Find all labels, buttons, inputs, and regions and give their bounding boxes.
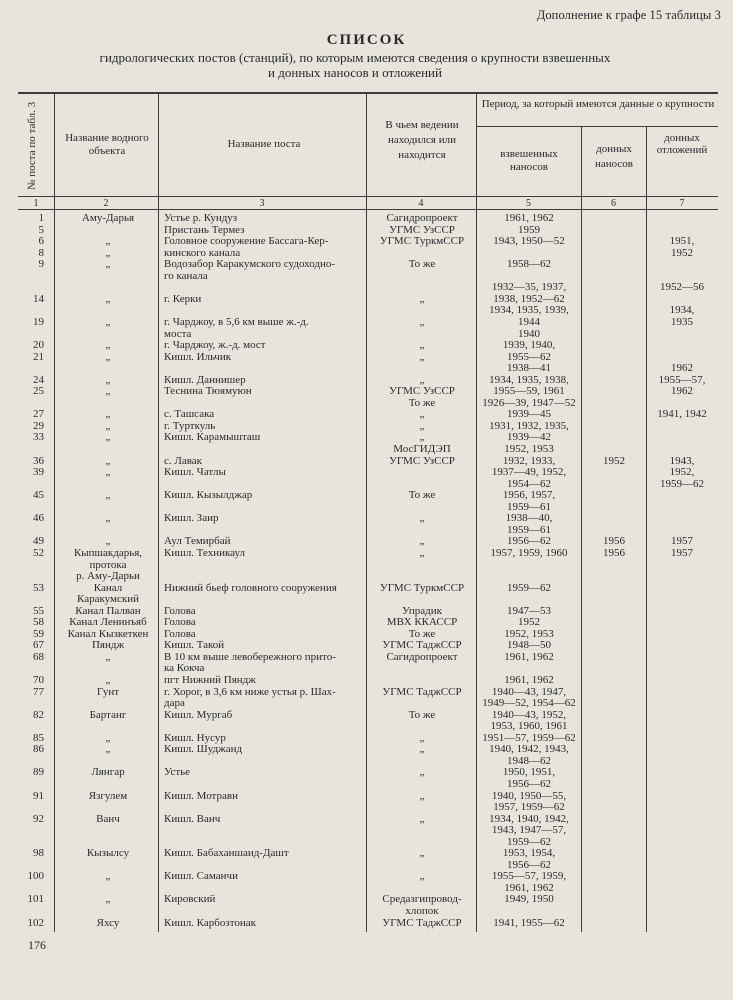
cell-station-number: 14 xyxy=(33,292,44,305)
cell-water-object: „ xyxy=(105,373,111,386)
cell-station-number: 8 xyxy=(38,246,44,259)
cell-authority: УГМС УзССР xyxy=(389,223,455,236)
period-subheader-rule xyxy=(476,126,718,127)
cell-suspended-period: 1952, 1953 xyxy=(504,443,554,455)
cell-suspended-period: 1944 xyxy=(518,315,540,328)
cell-station-name: Кишл. Ильчик xyxy=(164,350,232,363)
cell-station-name: г. Турткуль xyxy=(164,419,216,432)
cell-suspended-period: 1950, 1951, xyxy=(502,766,556,779)
column-divider xyxy=(158,92,159,932)
cell-station-name: г. Чарджоу, ж.-д. мост xyxy=(164,339,266,352)
cell-station-number: 59 xyxy=(33,627,44,640)
cell-station-name: Водозабор Каракумского судоходно- xyxy=(164,258,336,271)
cell-water-object: „ xyxy=(105,419,111,432)
column-number: 4 xyxy=(418,198,424,209)
cell-authority: „ xyxy=(419,350,425,363)
cell-water-object: Кызылсу xyxy=(86,847,130,860)
cell-suspended-period: 1947—53 xyxy=(507,604,551,617)
cell-bed-deposit-period: 1952—56 xyxy=(660,281,704,294)
cell-station-name: Кишл. Бабаханшаид-Дашт xyxy=(164,847,289,860)
cell-authority: То же xyxy=(408,708,436,721)
cell-authority: „ xyxy=(419,812,425,825)
cell-station-number: 46 xyxy=(33,512,44,525)
cell-station-name: Кишл. Такой xyxy=(164,639,225,652)
cell-water-object: Канал Кызкеткен xyxy=(67,627,149,640)
cell-suspended-period: 1940, 1950—55, xyxy=(491,789,567,802)
cell-station-name: Кишл. Мургаб xyxy=(164,708,233,721)
cell-suspended-period: 1957, 1959, 1960 xyxy=(490,546,568,559)
cell-authority: То же xyxy=(408,489,436,502)
cell-suspended-period: 1934, 1935, 1938, xyxy=(489,373,569,386)
cell-station-name: го канала xyxy=(164,269,208,282)
cell-suspended-period: 1958—62 xyxy=(507,258,551,271)
cell-station-name: Кишл. Шуджанд xyxy=(164,743,243,756)
cell-water-object: Кыпшакдарья, xyxy=(73,546,143,559)
cell-authority: УГМС УзССР xyxy=(389,385,455,398)
cell-station-name: Устье р. Кундуз xyxy=(164,212,238,224)
cell-station-number: 91 xyxy=(33,789,44,802)
cell-station-number: 33 xyxy=(33,431,44,444)
cell-station-name: Кишл. Кызылджар xyxy=(164,489,253,502)
subtitle-line-2: и донных наносов и отложений xyxy=(268,65,442,80)
cell-water-object: Лянгар xyxy=(91,766,125,779)
cell-suspended-period: 1934, 1940, 1942, xyxy=(489,812,569,825)
cell-water-object: „ xyxy=(105,893,111,906)
cell-authority: „ xyxy=(419,419,425,432)
cell-suspended-period: 1934, 1935, 1939, xyxy=(489,304,569,317)
cell-station-number: 82 xyxy=(33,708,44,721)
header-water-object: Название водного объекта xyxy=(65,132,149,157)
cell-station-number: 52 xyxy=(33,546,44,559)
cell-station-name: Голова xyxy=(164,627,196,640)
header-station-name: Название поста xyxy=(227,138,301,150)
cell-station-number: 98 xyxy=(33,847,44,860)
cell-water-object: „ xyxy=(105,489,111,502)
header-bed-deposits: донных отложений xyxy=(656,132,708,156)
cell-suspended-period: 1954—62 xyxy=(507,477,551,490)
column-number-rule-bottom xyxy=(18,209,718,210)
cell-bed-deposit-period: 1941, 1942 xyxy=(657,408,707,421)
cell-suspended-period: 1940—43, 1952, xyxy=(491,708,567,721)
column-number: 6 xyxy=(611,198,616,209)
cell-station-name: Кировский xyxy=(164,893,216,906)
cell-suspended-period: 1932, 1933, xyxy=(502,454,556,467)
cell-station-number: 53 xyxy=(33,581,44,594)
cell-water-object: „ xyxy=(105,350,111,363)
cell-authority: Упрадик xyxy=(402,604,442,617)
cell-suspended-period: 1959—61 xyxy=(507,523,551,536)
cell-station-number: 6 xyxy=(38,235,44,248)
cell-suspended-period: 1951—57, 1959—62 xyxy=(482,731,576,744)
cell-suspended-period: 1956—62 xyxy=(507,777,551,790)
cell-authority: „ xyxy=(419,315,425,328)
cell-water-object: Яхсу xyxy=(96,916,120,929)
cell-water-object: „ xyxy=(105,339,111,352)
cell-authority: „ xyxy=(419,373,425,386)
cell-authority: МосГИДЭП xyxy=(393,443,451,455)
cell-water-object: „ xyxy=(105,650,111,663)
cell-station-name: г. Керки xyxy=(164,292,202,305)
cell-suspended-period: 1961, 1962 xyxy=(504,674,554,686)
cell-water-object: „ xyxy=(105,512,111,525)
column-divider xyxy=(54,92,55,932)
cell-bed-sediment-period: 1956 xyxy=(603,535,625,548)
cell-station-name: Кишл. Даннишер xyxy=(164,373,246,386)
cell-suspended-period: 1949, 1950 xyxy=(504,893,554,906)
cell-suspended-period: 1961, 1962 xyxy=(504,650,554,663)
column-number: 3 xyxy=(259,198,265,209)
cell-station-name: Кишл. Саманчи xyxy=(164,870,238,883)
document-title: СПИСОК xyxy=(326,32,407,48)
cell-station-number: 36 xyxy=(33,454,44,467)
cell-suspended-period: 1957, 1959—62 xyxy=(493,801,565,814)
cell-station-number: 39 xyxy=(33,466,44,479)
cell-suspended-period: 1926—39, 1947—52 xyxy=(482,396,576,409)
cell-suspended-period: 1959—62 xyxy=(507,581,551,594)
cell-suspended-period: 1959—61 xyxy=(507,500,551,513)
cell-bed-deposit-period: 1943, xyxy=(669,454,695,467)
cell-water-object: „ xyxy=(105,292,111,305)
document-subtitle xyxy=(30,50,680,80)
cell-authority: То же xyxy=(408,258,436,271)
cell-suspended-period: 1956, 1957, xyxy=(502,489,556,502)
cell-suspended-period: 1938, 1952—62 xyxy=(493,292,565,305)
cell-station-name: Теснина Тюямуюн xyxy=(164,385,252,398)
cell-station-number: 102 xyxy=(27,916,44,929)
column-number: 2 xyxy=(103,198,109,209)
cell-suspended-period: 1940 xyxy=(518,327,540,340)
cell-station-number: 100 xyxy=(27,870,44,883)
cell-suspended-period: 1955—62 xyxy=(507,350,551,363)
cell-suspended-period: 1932—35, 1937, xyxy=(491,281,567,294)
cell-suspended-period: 1955—57, 1959, xyxy=(491,870,567,883)
cell-bed-deposit-period: 1934, xyxy=(669,304,695,317)
column-number: 5 xyxy=(526,198,531,209)
cell-suspended-period: 1952 xyxy=(518,616,540,629)
cell-suspended-period: 1931, 1932, 1935, xyxy=(489,419,569,432)
cell-water-object: „ xyxy=(105,535,111,548)
cell-suspended-period: 1938—40, xyxy=(505,512,553,525)
cell-authority: УГМС ТаджССР xyxy=(382,685,462,698)
cell-authority: УГМС ТуркмССР xyxy=(379,235,465,248)
cell-station-number: 49 xyxy=(33,535,44,548)
cell-water-object: „ xyxy=(105,235,111,248)
cell-station-number: 70 xyxy=(33,674,44,686)
cell-bed-deposit-period: 1957 xyxy=(671,535,693,548)
cell-suspended-period: 1956—62 xyxy=(507,535,551,548)
cell-suspended-period: 1943, 1947—57, xyxy=(491,824,567,837)
cell-suspended-period: 1939, 1940, xyxy=(502,339,556,352)
cell-station-number: 29 xyxy=(33,419,44,432)
cell-authority: „ xyxy=(419,431,425,444)
cell-suspended-period: 1943, 1950—52 xyxy=(493,235,565,248)
cell-station-name: дара xyxy=(164,697,185,710)
cell-authority: хлопок xyxy=(405,905,439,917)
cell-station-name: с. Лавак xyxy=(164,454,203,467)
cell-station-number: 85 xyxy=(33,731,44,744)
cell-suspended-period: 1961, 1962 xyxy=(504,212,554,224)
header-station-number: № поста по табл. 3 xyxy=(26,101,38,190)
cell-authority: „ xyxy=(419,535,425,548)
cell-suspended-period: 1959—62 xyxy=(507,835,551,848)
cell-bed-deposit-period: 1962 xyxy=(671,385,693,398)
cell-authority: „ xyxy=(419,546,425,559)
cell-bed-deposit-period: 1959—62 xyxy=(660,477,704,490)
cell-water-object: Бартанг xyxy=(89,708,127,721)
cell-station-number: 67 xyxy=(33,639,44,652)
subtitle-line-1: гидрологических постов (станций), по которым имеются сведения о крупности взвешенных xyxy=(99,50,611,65)
cell-station-number: 9 xyxy=(38,258,44,271)
cell-station-name: пгт Нижний Пяндж xyxy=(164,674,256,686)
header-suspended-sediment: взвешенных наносов xyxy=(500,148,558,173)
cell-water-object: Гунт xyxy=(96,685,120,698)
cell-suspended-period: 1953, 1960, 1961 xyxy=(490,720,568,733)
cell-station-name: г. Хорог, в 3,6 км ниже устья р. Шах- xyxy=(164,685,336,698)
cell-station-number: 21 xyxy=(33,350,44,363)
cell-water-object: Канал Палван xyxy=(75,604,141,617)
cell-water-object: „ xyxy=(105,466,111,479)
cell-authority: „ xyxy=(419,789,425,802)
cell-station-number: 77 xyxy=(33,685,44,698)
cell-suspended-period: 1938—41 xyxy=(507,362,551,375)
cell-authority: УГМС ТаджССР xyxy=(382,916,462,929)
cell-suspended-period: 1948—50 xyxy=(507,639,551,652)
cell-station-name: моста xyxy=(164,327,192,340)
cell-suspended-period: 1939—45 xyxy=(507,408,551,421)
cell-suspended-period: 1939—42 xyxy=(507,431,551,444)
cell-station-name: Кишл. Карбозтонак xyxy=(164,916,256,929)
cell-water-object: „ xyxy=(105,674,111,686)
cell-suspended-period: 1959 xyxy=(518,223,540,236)
column-number: 1 xyxy=(33,198,39,209)
cell-suspended-period: 1940, 1942, 1943, xyxy=(489,743,569,756)
cell-suspended-period: 1941, 1955—62 xyxy=(493,916,565,929)
column-number-rule-top xyxy=(18,196,718,197)
cell-station-name: с. Ташсака xyxy=(164,408,215,421)
cell-station-number: 25 xyxy=(33,385,44,398)
cell-bed-deposit-period: 1952, xyxy=(669,466,695,479)
cell-water-object: протока xyxy=(89,558,127,571)
cell-station-name: Кишл. Техникаул xyxy=(164,546,246,559)
cell-water-object: Аму-Дарья xyxy=(81,212,135,224)
cell-bed-deposit-period: 1962 xyxy=(671,362,693,375)
cell-station-number: 89 xyxy=(33,766,44,779)
cell-authority: Сагидропроект xyxy=(386,650,458,663)
cell-station-number: 101 xyxy=(27,893,44,906)
cell-water-object: „ xyxy=(105,246,111,259)
cell-station-name: Пристань Термез xyxy=(164,223,245,236)
cell-suspended-period: 1961, 1962 xyxy=(504,881,554,894)
cell-station-number: 24 xyxy=(33,373,44,386)
cell-bed-deposit-period: 1951, xyxy=(669,235,695,248)
cell-suspended-period: 1948—62 xyxy=(507,754,551,767)
cell-station-name: Кишл. Заир xyxy=(164,512,219,525)
cell-water-object: „ xyxy=(105,454,111,467)
cell-water-object: Язгулем xyxy=(88,789,128,802)
cell-water-object: Канал Ленинъяб xyxy=(69,616,147,629)
cell-station-number: 5 xyxy=(38,223,44,236)
cell-station-name: г. Чарджоу, в 5,6 км выше ж.-д. xyxy=(164,315,309,328)
cell-station-number: 92 xyxy=(33,812,44,825)
cell-water-object: „ xyxy=(105,258,111,271)
cell-station-name: Головное сооружение Бассага-Кер- xyxy=(164,235,329,248)
cell-authority: „ xyxy=(419,766,425,779)
cell-station-name: В 10 км выше левобережного прито- xyxy=(164,650,336,663)
cell-authority: „ xyxy=(419,870,425,883)
cell-bed-deposit-period: 1957 xyxy=(671,546,693,559)
cell-authority: „ xyxy=(419,743,425,756)
cell-authority: УГМС УзССР xyxy=(389,454,455,467)
cell-suspended-period: 1955—59, 1961 xyxy=(493,385,565,398)
cell-station-name: Голова xyxy=(164,604,196,617)
cell-water-object: „ xyxy=(105,743,111,756)
column-number: 7 xyxy=(679,198,685,209)
cell-water-object: Канал xyxy=(93,581,123,594)
cell-water-object: „ xyxy=(105,408,111,421)
cell-suspended-period: 1949—52, 1954—62 xyxy=(482,697,576,710)
cell-station-name: Кишл. Карамышташ xyxy=(164,431,261,444)
cell-suspended-period: 1956—62 xyxy=(507,858,551,871)
cell-station-name: ка Кокча xyxy=(164,662,205,675)
cell-station-number: 1 xyxy=(38,212,44,224)
cell-station-name: Голова xyxy=(164,616,196,629)
cell-authority: Сагидропроект xyxy=(386,212,458,224)
cell-authority: То же xyxy=(408,627,436,640)
cell-authority: Средазгипровод- xyxy=(382,893,462,906)
cell-station-name: Аул Темирбай xyxy=(164,535,231,548)
cell-bed-sediment-period: 1952 xyxy=(603,454,625,467)
cell-water-object: „ xyxy=(105,731,111,744)
cell-water-object: „ xyxy=(105,431,111,444)
cell-station-name: Устье xyxy=(164,766,191,779)
cell-suspended-period: 1937—49, 1952, xyxy=(491,466,567,479)
cell-authority: УГМС ТуркмССР xyxy=(379,581,465,594)
cell-water-object: Ванч xyxy=(96,812,120,825)
cell-authority: То же xyxy=(408,396,436,409)
cell-authority: МВХ ККАССР xyxy=(386,616,458,629)
cell-station-number: 86 xyxy=(33,743,44,756)
cell-bed-deposit-period: 1952 xyxy=(671,246,693,259)
cell-authority: „ xyxy=(419,731,425,744)
cell-suspended-period: 1952, 1953 xyxy=(504,627,554,640)
stations-table xyxy=(18,92,718,932)
cell-station-number: 20 xyxy=(33,339,44,352)
header-period: Период, за который имеются данные о крупности xyxy=(481,98,715,110)
cell-authority: „ xyxy=(419,512,425,525)
cell-station-name: Нижний бьеф головного сооружения xyxy=(164,581,337,594)
cell-bed-deposit-period: 1935 xyxy=(671,315,693,328)
cell-station-name: Кишл. Нусур xyxy=(164,731,226,744)
cell-water-object: „ xyxy=(105,870,111,883)
cell-authority: „ xyxy=(419,339,425,352)
cell-authority: УГМС ТаджССР xyxy=(382,639,462,652)
cell-station-number: 45 xyxy=(33,489,44,502)
cell-bed-sediment-period: 1956 xyxy=(603,546,625,559)
cell-water-object: Каракумский xyxy=(77,593,139,606)
page-number: 176 xyxy=(28,938,46,952)
cell-bed-deposit-period: 1955—57, xyxy=(658,373,706,386)
cell-water-object: „ xyxy=(105,315,111,328)
cell-station-name: кинского канала xyxy=(164,246,241,259)
cell-water-object: Пяндж xyxy=(91,639,125,652)
header-authority: В чьем ведении находился или находится xyxy=(385,119,459,161)
cell-water-object: р. Аму-Дарьи xyxy=(76,570,140,583)
cell-station-name: Кишл. Ванч xyxy=(164,812,221,825)
cell-suspended-period: 1953, 1954, xyxy=(502,847,556,860)
cell-station-name: Кишл. Чатлы xyxy=(164,466,226,479)
cell-authority: „ xyxy=(419,847,425,860)
cell-water-object: „ xyxy=(105,385,111,398)
page-header-note: Дополнение к графе 15 таблицы 3 xyxy=(536,8,721,22)
cell-station-name: Кишл. Мотравн xyxy=(164,789,238,802)
cell-station-number: 58 xyxy=(33,616,44,629)
cell-suspended-period: 1940—43, 1947, xyxy=(491,685,567,698)
cell-station-number: 19 xyxy=(33,315,44,328)
cell-authority: „ xyxy=(419,292,425,305)
cell-authority: „ xyxy=(419,408,425,421)
cell-station-number: 27 xyxy=(33,408,44,421)
cell-station-number: 68 xyxy=(33,650,44,663)
header-bed-sediment: донных наносов xyxy=(594,143,633,170)
cell-station-number: 55 xyxy=(33,604,44,617)
table-top-rule xyxy=(18,92,718,94)
